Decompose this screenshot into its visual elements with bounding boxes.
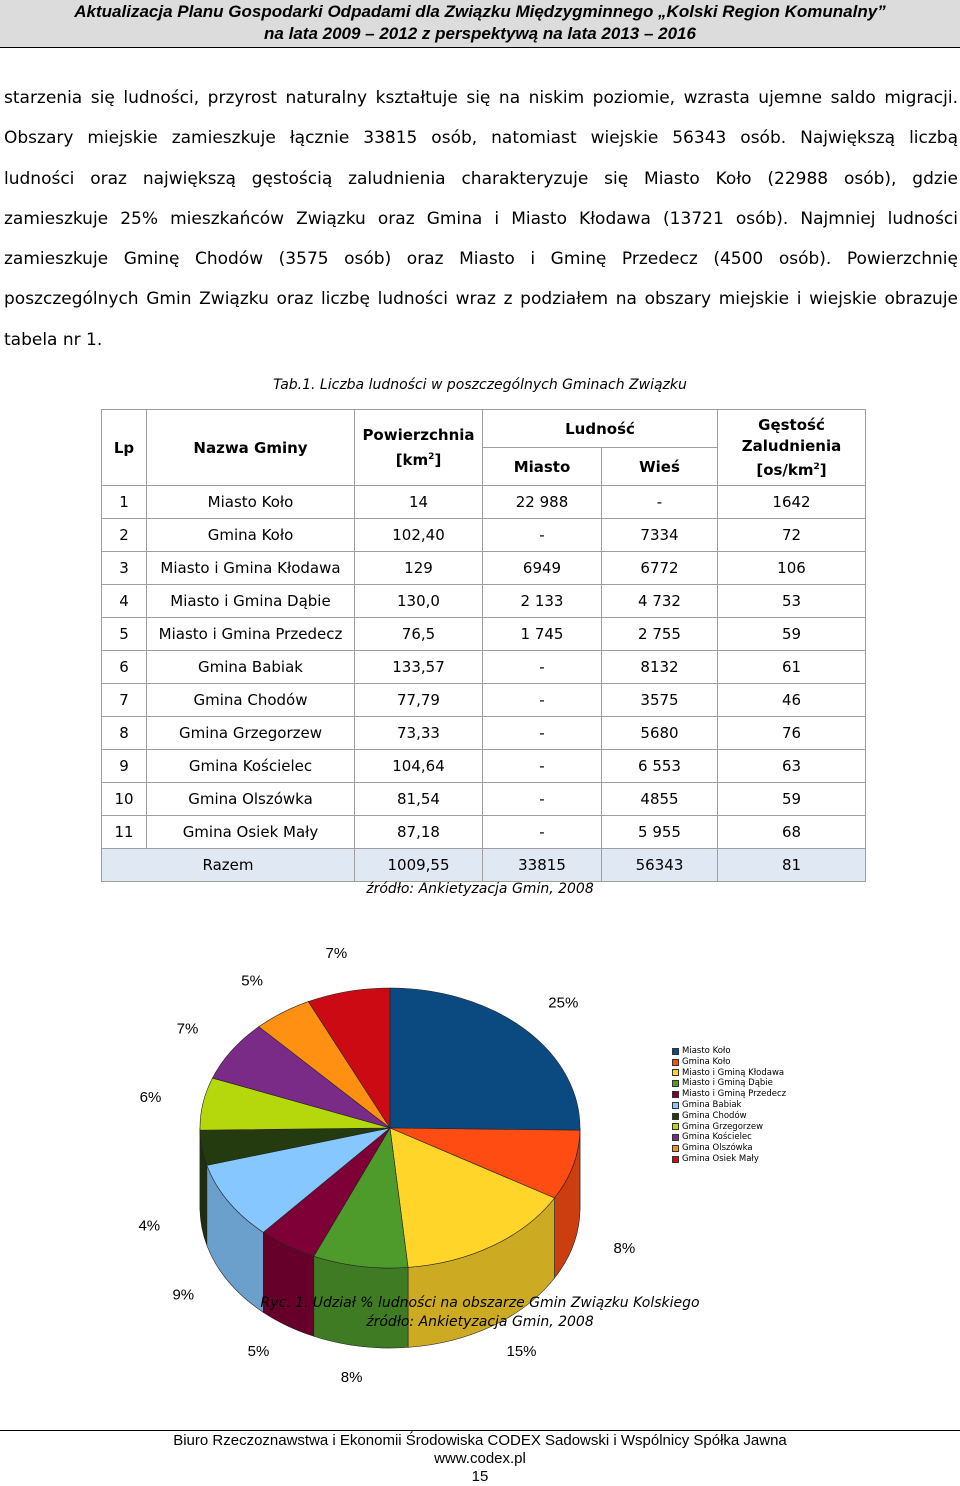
table-total-row bbox=[102, 849, 866, 882]
cell-lp: 10 bbox=[102, 783, 147, 816]
legend-label: Gmina Olszówka bbox=[682, 1143, 753, 1154]
cell-name: Gmina Babiak bbox=[147, 651, 355, 684]
cell-lp: 2 bbox=[102, 519, 147, 552]
cell-village: 5 955 bbox=[602, 816, 718, 849]
cell-density: 63 bbox=[718, 750, 866, 783]
footer-divider bbox=[0, 1430, 960, 1431]
paragraph-line: starzenia się ludności, przyrost naturalny kształtuje się na niskim poziomie, wzrasta ujemne saldo migracji. bbox=[4, 88, 958, 108]
cell-area: 81,54 bbox=[355, 783, 483, 816]
table-row bbox=[102, 717, 866, 750]
cell-city: 2 133 bbox=[483, 585, 602, 618]
cell-density: 61 bbox=[718, 651, 866, 684]
paragraph-line: zamieszkuje 25% mieszkańców Związku oraz Gmina i Miasto Kłodawa (13721 osób). Najmniej ludności bbox=[4, 208, 958, 229]
total-area: 1009,55 bbox=[355, 849, 483, 882]
header-city: Miasto bbox=[483, 448, 602, 486]
legend-swatch bbox=[672, 1145, 679, 1152]
table-row bbox=[102, 651, 866, 684]
cell-area: 77,79 bbox=[355, 684, 483, 717]
chart-legend bbox=[672, 1046, 786, 1165]
header-population: Ludność bbox=[483, 410, 718, 448]
cell-name: Miasto i Gmina Dąbie bbox=[147, 585, 355, 618]
cell-name: Gmina Grzegorzew bbox=[147, 717, 355, 750]
pie-percent-label: 8% bbox=[613, 1239, 636, 1257]
cell-village: 2 755 bbox=[602, 618, 718, 651]
cell-density: 72 bbox=[718, 519, 866, 552]
total-city: 33815 bbox=[483, 849, 602, 882]
cell-village: 4 732 bbox=[602, 585, 718, 618]
legend-swatch bbox=[672, 1102, 679, 1109]
header-area-label: Powierzchnia bbox=[362, 426, 475, 444]
cell-name: Gmina Osiek Mały bbox=[147, 816, 355, 849]
table-row bbox=[102, 816, 866, 849]
cell-village: 6 553 bbox=[602, 750, 718, 783]
legend-item bbox=[672, 1111, 786, 1122]
header-name: Nazwa Gminy bbox=[147, 410, 355, 486]
population-table bbox=[101, 409, 866, 882]
cell-city: 6949 bbox=[483, 552, 602, 585]
legend-swatch bbox=[672, 1048, 679, 1055]
paragraph-line: ludności oraz największą gęstością zaludnienia charakteryzuje się Miasto Koło (22988 osób), gdzie bbox=[4, 168, 958, 189]
cell-area: 73,33 bbox=[355, 717, 483, 750]
cell-density: 1642 bbox=[718, 486, 866, 519]
cell-city: 22 988 bbox=[483, 486, 602, 519]
header-area-unit: $[km^2]$ bbox=[395, 451, 442, 469]
header-density-line2: Zaludnienia bbox=[741, 436, 842, 455]
pie-percent-label: 25% bbox=[548, 994, 579, 1012]
document-footer bbox=[0, 1432, 960, 1486]
cell-lp: 11 bbox=[102, 816, 147, 849]
legend-swatch bbox=[672, 1156, 679, 1163]
legend-item bbox=[672, 1078, 786, 1089]
cell-area: 129 bbox=[355, 552, 483, 585]
pie-percent-label: 8% bbox=[340, 1368, 363, 1386]
chart-source: źródło: Ankietyzacja Gmin, 2008 bbox=[366, 1314, 594, 1330]
legend-swatch bbox=[672, 1091, 679, 1098]
pie-percent-label: 15% bbox=[506, 1342, 537, 1360]
pie-percent-label: 9% bbox=[172, 1286, 195, 1304]
cell-lp: 8 bbox=[102, 717, 147, 750]
cell-name: Miasto i Gmina Przedecz bbox=[147, 618, 355, 651]
legend-label: Gmina Kościelec bbox=[682, 1132, 752, 1143]
pie-percent-label: 4% bbox=[138, 1217, 161, 1235]
header-density bbox=[718, 410, 866, 486]
cell-density: 53 bbox=[718, 585, 866, 618]
cell-area: 14 bbox=[355, 486, 483, 519]
header-divider bbox=[0, 47, 960, 48]
table-row bbox=[102, 684, 866, 717]
legend-swatch bbox=[672, 1059, 679, 1066]
cell-density: 68 bbox=[718, 816, 866, 849]
cell-city: - bbox=[483, 717, 602, 750]
legend-item bbox=[672, 1068, 786, 1079]
total-village: 56343 bbox=[602, 849, 718, 882]
cell-name: Miasto i Gmina Kłodawa bbox=[147, 552, 355, 585]
cell-city: - bbox=[483, 651, 602, 684]
legend-label: Gmina Chodów bbox=[682, 1110, 747, 1121]
legend-item bbox=[672, 1122, 786, 1133]
legend-item bbox=[672, 1132, 786, 1143]
cell-area: 102,40 bbox=[355, 519, 483, 552]
total-density: 81 bbox=[718, 849, 866, 882]
cell-lp: 6 bbox=[102, 651, 147, 684]
cell-city: - bbox=[483, 750, 602, 783]
cell-area: 133,57 bbox=[355, 651, 483, 684]
paragraph-line: tabela nr 1. bbox=[4, 329, 103, 350]
cell-density: 59 bbox=[718, 618, 866, 651]
cell-name: Gmina Olszówka bbox=[147, 783, 355, 816]
legend-label: Gmina Grzegorzew bbox=[682, 1121, 764, 1132]
legend-swatch bbox=[672, 1069, 679, 1076]
pie-percent-label: 5% bbox=[247, 1342, 270, 1360]
document-header bbox=[0, 0, 960, 47]
cell-density: 46 bbox=[718, 684, 866, 717]
paragraph-line: zamieszkuje Gminę Chodów (3575 osób) oraz Miasto i Gminę Przedecz (4500 osób). Powierzchnię bbox=[4, 249, 958, 270]
legend-label: Miasto i Gminą Przedecz bbox=[682, 1089, 787, 1100]
cell-lp: 4 bbox=[102, 585, 147, 618]
footer-company: Biuro Rzeczoznawstwa i Ekonomii Środowiska CODEX Sadowski i Wspólnicy Spółka Jawna bbox=[173, 1432, 787, 1449]
legend-item bbox=[672, 1100, 786, 1111]
paragraph-line: Obszary miejskie zamieszkuje łącznie 33815 osób, natomiast wiejskie 56343 osób. Największą liczbą bbox=[4, 128, 958, 149]
cell-name: Gmina Koło bbox=[147, 519, 355, 552]
legend-item bbox=[672, 1154, 786, 1165]
chart-caption: Ryc. 1. Udział % ludności na obszarze Gmin Związku Kolskiego bbox=[260, 1295, 700, 1311]
cell-density: 76 bbox=[718, 717, 866, 750]
cell-city: - bbox=[483, 783, 602, 816]
cell-village: 5680 bbox=[602, 717, 718, 750]
total-label: Razem bbox=[102, 849, 355, 882]
legend-label: Miasto Koło bbox=[682, 1046, 731, 1056]
table-row bbox=[102, 486, 866, 519]
footer-website: www.codex.pl bbox=[434, 1450, 526, 1467]
table-row bbox=[102, 552, 866, 585]
cell-area: 130,0 bbox=[355, 585, 483, 618]
pie-percent-label: 6% bbox=[139, 1088, 162, 1106]
cell-density: 59 bbox=[718, 783, 866, 816]
header-lp: Lp bbox=[102, 410, 147, 486]
table-row bbox=[102, 750, 866, 783]
pie-percent-label: 7% bbox=[176, 1020, 199, 1038]
cell-lp: 5 bbox=[102, 618, 147, 651]
cell-lp: 3 bbox=[102, 552, 147, 585]
body-paragraph bbox=[4, 78, 958, 360]
header-density-line1: Gęstość bbox=[758, 415, 825, 434]
header-density-unit: $[os/km^2]$ bbox=[756, 460, 827, 479]
legend-label: Miasto i Gminą Dąbie bbox=[682, 1078, 773, 1089]
legend-item bbox=[672, 1057, 786, 1068]
table-row bbox=[102, 585, 866, 618]
page-number: 15 bbox=[471, 1468, 489, 1485]
cell-lp: 9 bbox=[102, 750, 147, 783]
cell-village: 4855 bbox=[602, 783, 718, 816]
table-source: źródło: Ankietyzacja Gmin, 2008 bbox=[366, 881, 594, 897]
legend-swatch bbox=[672, 1123, 679, 1130]
cell-lp: 7 bbox=[102, 684, 147, 717]
legend-item bbox=[672, 1143, 786, 1154]
legend-label: Gmina Koło bbox=[682, 1056, 731, 1067]
cell-density: 106 bbox=[718, 552, 866, 585]
header-subtitle: na lata 2009 – 2012 z perspektywą na lata 2013 – 2016 bbox=[264, 24, 696, 43]
cell-city: - bbox=[483, 684, 602, 717]
pie-percent-label: 7% bbox=[325, 945, 348, 963]
legend-label: Gmina Osiek Mały bbox=[682, 1153, 759, 1164]
pie-percent-label: 5% bbox=[241, 972, 263, 990]
legend-swatch bbox=[672, 1080, 679, 1087]
legend-label: Miasto i Gminą Kłodawa bbox=[682, 1067, 785, 1078]
legend-swatch bbox=[672, 1113, 679, 1120]
cell-name: Gmina Chodów bbox=[147, 684, 355, 717]
legend-label: Gmina Babiak bbox=[682, 1099, 742, 1110]
legend-swatch bbox=[672, 1134, 679, 1141]
cell-area: 104,64 bbox=[355, 750, 483, 783]
cell-village: 6772 bbox=[602, 552, 718, 585]
cell-city: - bbox=[483, 519, 602, 552]
cell-name: Miasto Koło bbox=[147, 486, 355, 519]
cell-area: 87,18 bbox=[355, 816, 483, 849]
paragraph-line: poszczególnych Gmin Związku oraz liczbę ludności wraz z podziałem na obszary miejskie i wiejskie obrazuje bbox=[4, 289, 958, 310]
table-caption: Tab.1. Liczba ludności w poszczególnych Gminach Związku bbox=[273, 377, 687, 393]
cell-lp: 1 bbox=[102, 486, 147, 519]
cell-city: 1 745 bbox=[483, 618, 602, 651]
cell-city: - bbox=[483, 816, 602, 849]
header-village: Wieś bbox=[602, 448, 718, 486]
cell-village: 8132 bbox=[602, 651, 718, 684]
header-title: Aktualizacja Planu Gospodarki Odpadami dla Związku Międzygminnego „Kolski Region Komunalny” bbox=[74, 2, 886, 21]
table-row bbox=[102, 519, 866, 552]
cell-village: 7334 bbox=[602, 519, 718, 552]
cell-area: 76,5 bbox=[355, 618, 483, 651]
legend-item bbox=[672, 1046, 786, 1057]
table-row bbox=[102, 618, 866, 651]
cell-name: Gmina Kościelec bbox=[147, 750, 355, 783]
cell-village: 3575 bbox=[602, 684, 718, 717]
cell-village: - bbox=[602, 486, 718, 519]
header-area bbox=[355, 410, 483, 486]
table-row bbox=[102, 783, 866, 816]
legend-item bbox=[672, 1089, 786, 1100]
